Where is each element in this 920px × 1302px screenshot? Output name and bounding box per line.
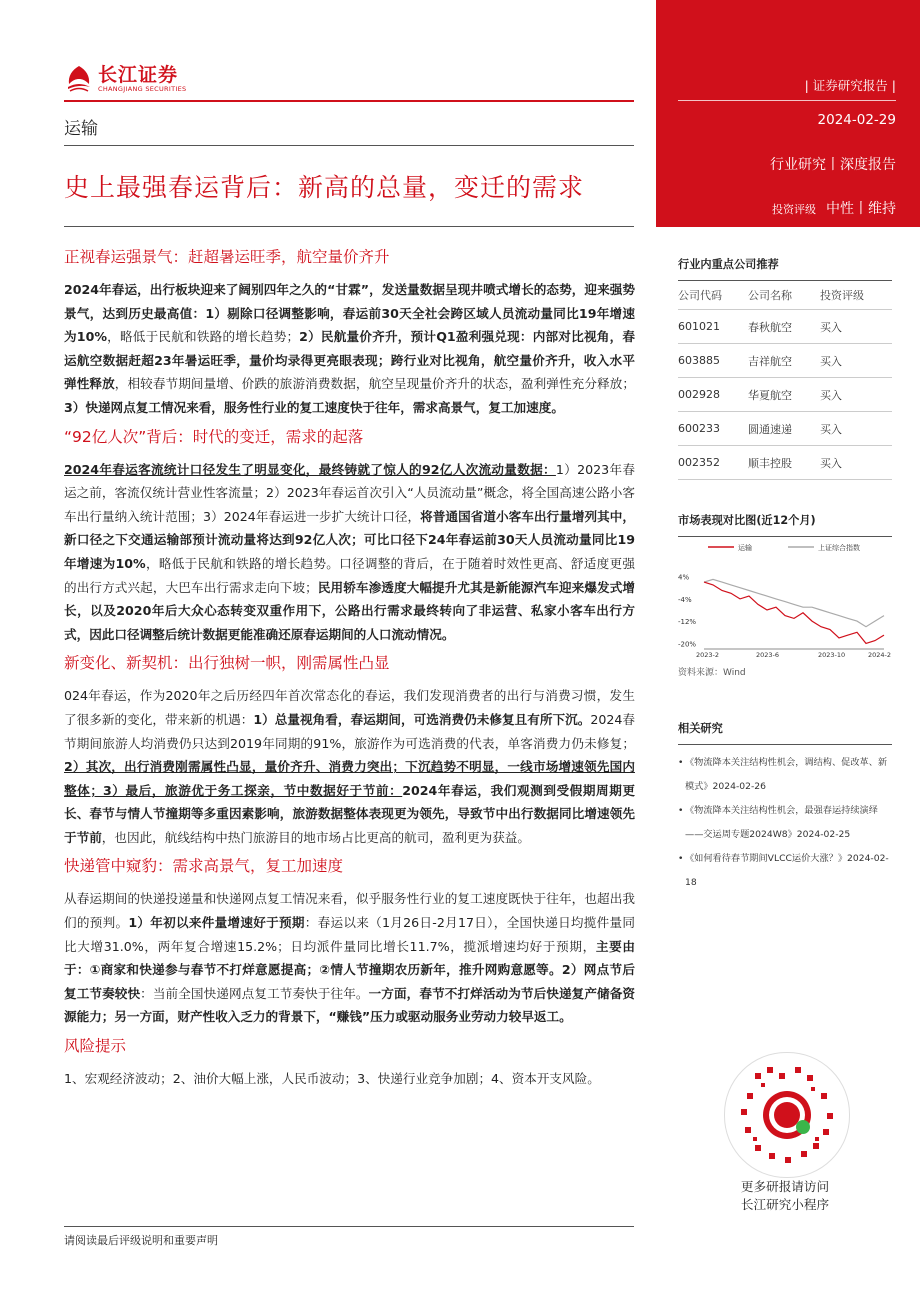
- qr-code-icon: [725, 1053, 849, 1177]
- sector-divider: [64, 145, 634, 146]
- footer-disclaimer: 请阅读最后评级说明和重要声明: [64, 1234, 218, 1247]
- market-chart-block: [678, 512, 892, 678]
- related-heading: 相关研究: [678, 722, 723, 735]
- market-performance-chart: [678, 537, 892, 657]
- chart-source: 资料来源：Wind: [678, 668, 746, 678]
- legend-label: 上证综合指数: [818, 544, 860, 552]
- x-tick-label: 2024-2: [868, 651, 892, 657]
- report-type: | 证券研究报告 |: [804, 78, 896, 93]
- table-row: 002352 顺丰控股 买入: [678, 446, 892, 480]
- companies-heading: 行业内重点公司推荐: [678, 258, 779, 271]
- summary-paragraph: 2024年春运客流统计口径发生了明显变化，最终铸就了惊人的92亿人次流动量数据：1）2023年春运之前，客流仅统计营业性客流量；2）2023年春运首次引入“人员流动量”概念，将全国高速公路小客车出行量纳入统计范围；3）2024年春运进一步扩大统计口径，将普通国省道小客车出行量增列其中，新口径之下交通运输部预计流动量将达到92亿人次；可比口径下24年春运前30天人员流动量同比19年增速为10%，略低于民航和铁路的增长趋势。口径调整的背后，在于随着时效性更高、舒适度更强的出行方式兴起，大巴车出行需求走向下坡；民用轿车渗透度大幅提升尤其是新能源汽车迎来爆发式增长，以及2020年后大众心态转变双重作用下，公路出行需求最终转向了非运营、私家小客车出行方式，因此口径调整后统计数据更能准确还原春运期间的人口流动情况。: [64, 461, 636, 642]
- related-item[interactable]: • 《如何看待春节期间VLCC运价大涨？》2024-02-18: [678, 847, 892, 895]
- related-item[interactable]: • 《物流降本关注结构性机会，调结构、促改革、新模式》2024-02-26: [678, 751, 892, 799]
- table-row: 601021 春秋航空 买入: [678, 310, 892, 344]
- report-body: [64, 246, 635, 1097]
- investment-rating: [772, 198, 896, 218]
- header-rule: [64, 100, 634, 102]
- report-banner: [656, 0, 920, 227]
- table-row: 600233 圆通速递 买入: [678, 412, 892, 446]
- footer-divider: [64, 1226, 634, 1227]
- brand-logo: [64, 64, 186, 94]
- summary-paragraph: 2024年春运，出行板块迎来了阔别四年之久的“甘霖”，发送量数据呈现井喷式增长的态势，迎来强势景气，达到历史最高值：1）剔除口径调整影响，春运前30天全社会跨区域人员流动量同比19年增速为10%，略低于民航和铁路的增长趋势；2）民航量价齐升，预计Q1盈利强兑现：内部对比视角，春运航空数据赶超23年暑运旺季，量价均录得更亮眼表现；跨行业对比视角，航空量价齐升，收入水平弹性释放，相较春节期间量增、价跌的旅游消费数据，航空呈现量价齐升的状态，盈利弹性充分释放；3）快递网点复工情况来看，服务性行业的复工速度快于往年，需求高景气，复工加速度。: [64, 282, 636, 415]
- series-line-transport: [704, 582, 884, 643]
- related-item[interactable]: • 《物流降本关注结构性机会，最强春运持续演绎——交运周专题2024W8》2024-02-25: [678, 799, 892, 847]
- series-line-sse-index: [704, 579, 884, 626]
- rating-value: 中性丨维持: [826, 201, 896, 217]
- table-row: 603885 吉祥航空 买入: [678, 344, 892, 378]
- rating-label: 投资评级: [772, 203, 816, 216]
- chart-title: 市场表现对比图(近12个月): [678, 514, 816, 527]
- section-heading: 快递管中窥豹：需求高景气，复工加速度: [64, 857, 344, 876]
- changjiang-logo-icon: [64, 64, 94, 94]
- mini-program-qr[interactable]: [724, 1052, 850, 1178]
- legend-label: 运输: [738, 544, 752, 552]
- title-divider: [64, 226, 634, 227]
- summary-paragraph: 从春运期间的快递投递量和快递网点复工情况来看，似乎服务性行业的复工速度既快于往年，也超出我们的预判。1）年初以来件量增速好于预期：春运以来（1月26日-2月17日），全国快递日均揽件量同比大增31.0%，两年复合增速15.2%；日均派件量同比增长11.7%，揽派增速均好于预期，主要由于：①商家和快递参与春节不打烊意愿提高；②情人节撞期农历新年，推升网购意愿等。2）网点节后复工节奏较快：当前全国快递网点复工节奏快于往年。一方面，春节不打烊活动为节后快递复产储备资源能力；另一方面，财产性收入乏力的背景下，“赚钱”压力或驱动服务业劳动力较早返工。: [64, 891, 636, 1025]
- companies-table: [678, 281, 892, 480]
- qr-caption: 更多研报请访问 长江研究小程序: [740, 1179, 830, 1212]
- section-heading: 正视春运强景气：赶超暑运旺季，航空量价齐升: [64, 248, 390, 266]
- table-row: 002928 华夏航空 买入: [678, 378, 892, 412]
- x-tick-label: 2023-6: [756, 651, 780, 657]
- report-date: 2024-02-29: [817, 112, 896, 128]
- y-tick-label: -4%: [678, 595, 692, 604]
- sector-label: 运输: [64, 119, 98, 139]
- table-header-row: 公司代码 公司名称 投资评级: [678, 281, 892, 310]
- risk-paragraph: 1、宏观经济波动；2、油价大幅上涨，人民币波动；3、快递行业竞争加剧；4、资本开支风险。: [64, 1071, 600, 1087]
- related-research: [678, 720, 892, 895]
- brand-name-cn: 长江证券: [98, 64, 179, 86]
- section-heading: 新变化、新契机：出行独树一帜，刚需属性凸显: [64, 654, 390, 673]
- x-tick-label: 2023-2: [696, 651, 720, 657]
- y-tick-label: 4%: [678, 573, 690, 582]
- report-title: 史上最强春运背后：新高的总量，变迁的需求: [64, 173, 585, 202]
- summary-paragraph: 024年春运，作为2020年之后历经四年首次常态化的春运，我们发现消费者的出行与消费习惯，发生了很多新的变化，带来新的机遇：1）总量视角看，春运期间，可选消费仍未修复且有所下沉。2024春节期间旅游人均消费仍只达到2019年同期的91%，旅游作为可选消费的代表，单客消费力仍未修复；2）其次，出行消费刚需属性凸显，量价齐升、消费力突出；下沉趋势不明显，一线市场增速领先国内整体；3）最后，旅游优于务工探亲，节中数据好于节前：2024年春运，我们观测到受假期周期更长、春节与情人节撞期等多重因素影响，旅游数据整体表现更为领先，导致节中出行数据同比增速领先于节前，也因此，航线结构中热门旅游目的地市场占比更高的航司，盈利更为获益。: [64, 688, 636, 845]
- banner-divider: [678, 100, 896, 101]
- brand-name-en: CHANGJIANG SECURITIES: [98, 85, 187, 93]
- company-recommendations: [678, 256, 892, 480]
- section-heading: “92亿人次”背后：时代的变迁，需求的起落: [64, 427, 364, 446]
- y-tick-label: -20%: [678, 640, 697, 649]
- x-tick-label: 2023-10: [818, 651, 846, 657]
- y-tick-label: -12%: [678, 618, 697, 627]
- section-heading: 风险提示: [64, 1037, 127, 1056]
- report-category: 行业研究丨深度报告: [770, 157, 896, 173]
